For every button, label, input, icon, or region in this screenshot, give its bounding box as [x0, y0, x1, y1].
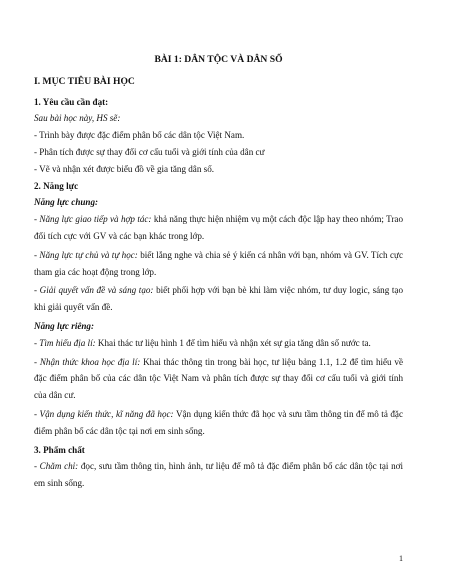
specific-competency-item — [34, 354, 403, 404]
specific-competency-item — [34, 335, 403, 352]
specific-competency-item — [34, 406, 403, 440]
quality-item — [34, 458, 403, 492]
section-objectives-heading: I. MỤC TIÊU BÀI HỌC — [34, 75, 135, 87]
item-lead: - Giải quyết vấn đề và sáng tạo: — [34, 285, 154, 296]
item-lead: - Nhận thức khoa học địa lí: — [34, 356, 141, 367]
goal-item: - Phân tích được sự thay đổi cơ cấu tuổi và giới tính của dân cư — [34, 146, 265, 157]
item-text: Khai thác tư liệu hình 1 để tìm hiểu và nhận xét sự gia tăng dân số nước ta. — [95, 337, 371, 348]
item-text: đọc, sưu tầm thông tin, hình ảnh, tư liệu để mô tả đặc điểm phân bố các dân tộc tại nơi em sinh sống. — [34, 461, 403, 489]
goal-item: - Trình bày được đặc điểm phân bố các dân tộc Việt Nam. — [34, 130, 245, 141]
general-competency-item — [34, 282, 403, 316]
item-text: Vận dụng kiến thức đã học và sưu tầm thông tin để mô tả đặc điểm phân bố các dân tộc tại nơi em sinh sống. — [34, 408, 403, 436]
item-lead: - Tìm hiểu địa lí: — [34, 337, 96, 348]
competency-heading: 2. Năng lực — [34, 180, 79, 191]
item-lead: - Chăm chỉ: — [34, 461, 79, 472]
goal-item: - Vẽ và nhận xét được biểu đồ về gia tăng dân số. — [34, 163, 215, 174]
requirements-heading: 1. Yêu cầu cần đạt: — [34, 96, 109, 107]
page-number: 1 — [399, 554, 403, 564]
item-lead: - Vận dụng kiến thức, kĩ năng đã học: — [34, 408, 174, 419]
item-lead: - Năng lực tự chủ và tự học: — [34, 249, 138, 260]
item-text: khả năng thực hiện nhiệm vụ một cách độc lập hay theo nhóm; Trao đổi tích cực với GV và các bạn khác trong lớp. — [34, 214, 403, 241]
lesson-title: BÀI 1: DÂN TỘC VÀ DÂN SỐ — [154, 54, 283, 65]
intro-line: Sau bài học này, HS sẽ: — [34, 113, 121, 124]
item-text: biết lắng nghe và chia sẻ ý kiến cá nhân với bạn, nhóm và GV. Tích cực tham gia các hoạt động trong lớp. — [34, 249, 403, 277]
general-competency-item — [34, 211, 403, 245]
qualities-heading: 3. Phẩm chất — [34, 444, 85, 455]
general-competency-item — [34, 247, 403, 281]
specific-competency-heading: Năng lực riêng: — [34, 320, 95, 331]
general-competency-heading: Năng lực chung: — [34, 197, 99, 208]
item-text: Khai thác thông tin trong bài học, tư liệu bảng 1.1, 1.2 để tìm hiểu về đặc điểm phân bố của các dân tộc Việt Nam và phân tích được sự thay đổi cơ cấu tuổi và giới tính của dân cư. — [34, 356, 404, 401]
item-text: biết phối hợp với bạn bè khi làm việc nhóm, tư duy logic, sáng tạo khi giải quyết vấn đề. — [34, 285, 403, 313]
item-lead: - Năng lực giao tiếp và hợp tác: — [34, 214, 152, 225]
